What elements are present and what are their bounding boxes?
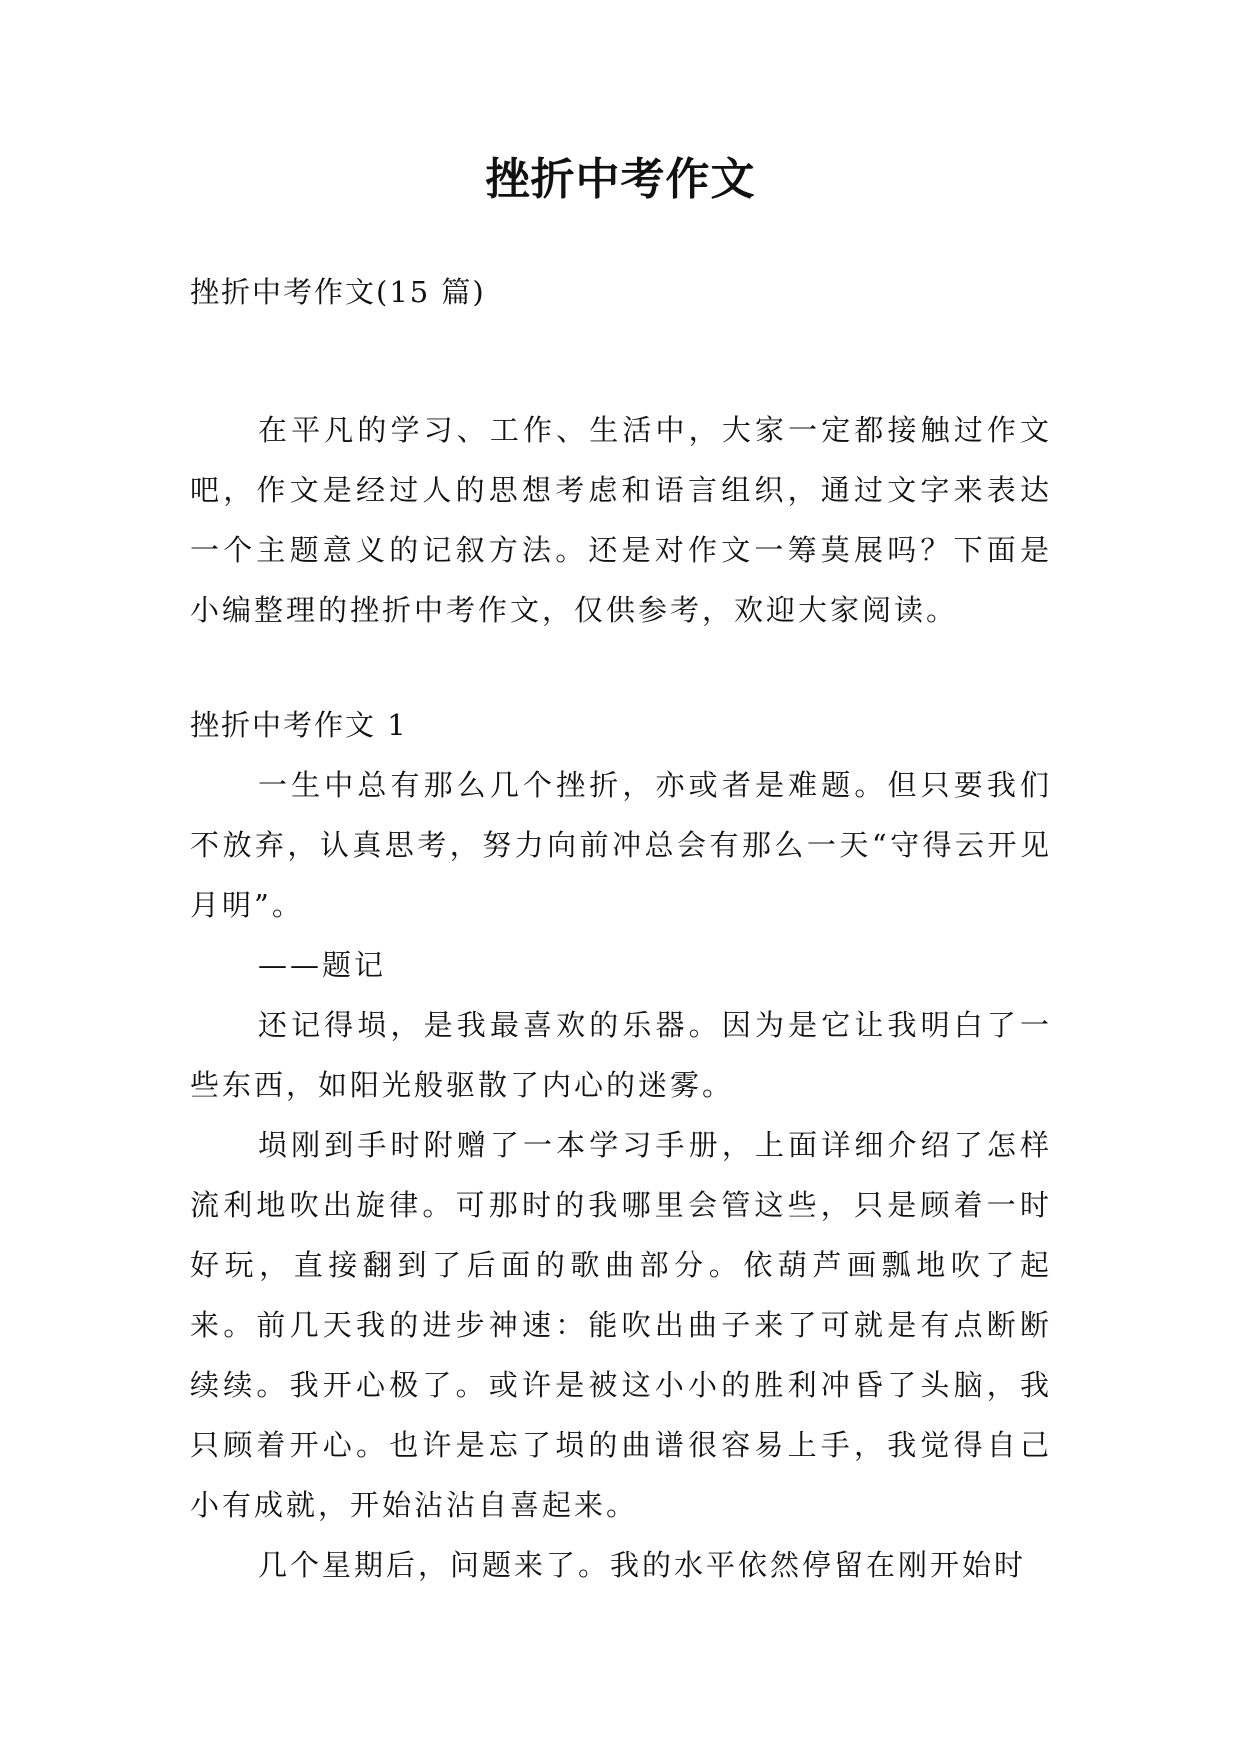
document-title: 挫折中考作文 [485,154,756,205]
essay-heading: 挫折中考作文 1 [190,708,408,742]
essay-paragraph: 还记得埙，是我最喜欢的乐器。因为是它让我明白了一些东西，如阳光般驱散了内心的迷雾。 [190,1008,1052,1102]
intro-paragraph: 在平凡的学习、工作、生活中，大家一定都接触过作文吧，作文是经过人的思想考虑和语言组织，通过文字来表达一个主题意义的记叙方法。还是对作文一筹莫展吗？下面是小编整理的挫折中考作文，仅供参考，欢迎大家阅读。 [190,413,1052,627]
document-subtitle: 挫折中考作文(15 篇) [190,275,486,309]
essay-section [190,695,1052,1595]
intro-section [190,400,1052,640]
essay-paragraph: 一生中总有那么几个挫折，亦或者是难题。但只要我们不放弃，认真思考，努力向前冲总会有那么一天“守得云开见月明”。 [190,768,1052,922]
essay-paragraph: 埙刚到手时附赠了一本学习手册，上面详细介绍了怎样流利地吹出旋律。可那时的我哪里会管这些，只是顾着一时好玩，直接翻到了后面的歌曲部分。依葫芦画瓢地吹了起来。前几天我的进步神速：能吹出曲子来了可就是有点断断续续。我开心极了。或许是被这小小的胜利冲昏了头脑，我只顾着开心。也许是忘了埙的曲谱很容易上手，我觉得自己小有成就，开始沾沾自喜起来。 [190,1128,1052,1522]
epigraph-attribution: ——题记 [258,948,387,982]
essay-paragraph: 几个星期后，问题来了。我的水平依然停留在刚开始时 [258,1548,1027,1582]
